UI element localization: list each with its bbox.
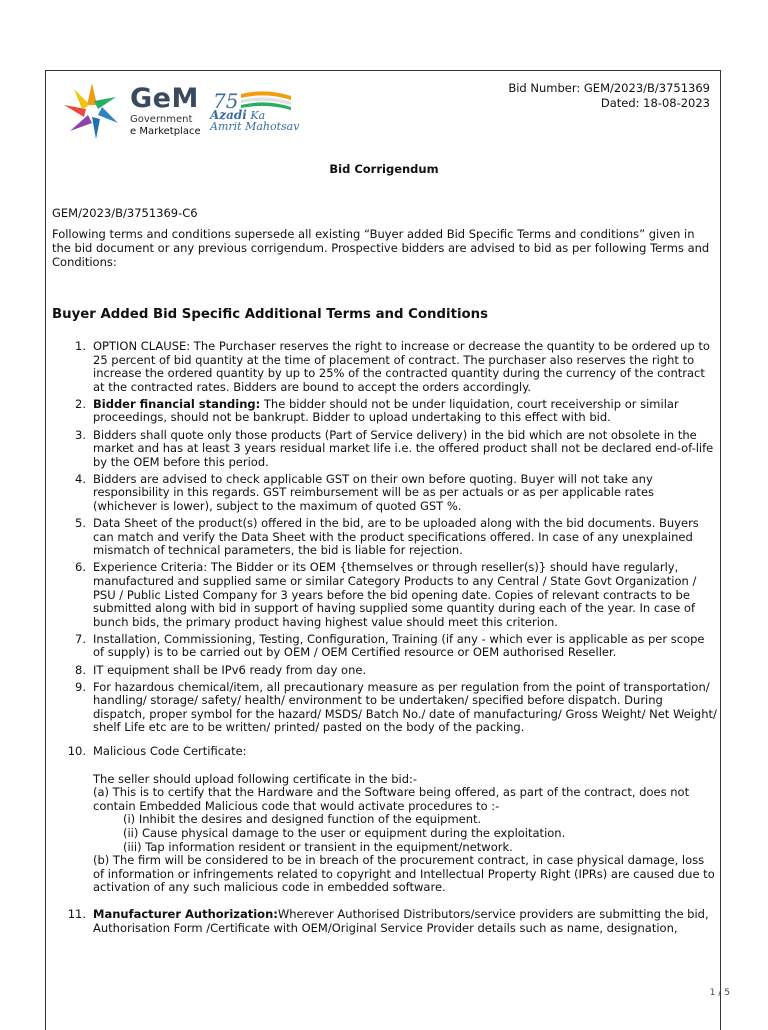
azadi-logo-text [210,110,299,133]
gem-title: GeM [130,83,199,114]
term-number: 9. [75,679,86,694]
term-text: Installation, Commissioning, Testing, Configuration, Training (if any - which ever is applicable as per scope of supply) is to be carried out by OEM / OEM Certified resource or OEM authorised Reseller. [93,631,705,660]
bid-number: Bid Number: GEM/2023/B/3751369 [508,81,710,95]
term-text: Experience Criteria: The Bidder or its OEM {themselves or through reseller(s)} should have regularly, manufactured and supplied same or similar Category Products to any Central / State Govt Organization / PSU / Public Listed Company for 3 years before the bid opening date. Copies of relevant contracts to be submitted along with bid in support of having supplied some quantity during each of the year. In case of bunch bids, the primary product having highest value should meet this criterion. [93,560,697,629]
corrigendum-reference: GEM/2023/B/3751369-C6 [52,206,198,220]
term-item [52,664,718,678]
intro-paragraph: Following terms and conditions supersede all existing “Buyer added Bid Specific Terms and conditions” given in the bid document or any previous corrigendum. Prospective bidders are advised to bid as per following Terms and Conditions: [52,227,710,269]
term-item [52,681,718,735]
term-item [52,517,718,558]
term-text: Bidders shall quote only those products (Part of Service delivery) in the bid which are not obsolete in the market and has at least 3 years residual market life i.e. the offered product shall not be declared end-of-life by the OEM before this period. [93,427,714,469]
term-subclause: (ii) Cause physical damage to the user or equipment during the exploitation. [123,826,566,840]
term-item [52,429,718,470]
term-item [52,633,718,660]
document-heading: Bid Corrigendum [329,162,439,176]
term-item [52,745,718,895]
bid-meta [508,81,710,111]
term-number: 1. [75,339,86,353]
term-text: Wherever Authorised Distributors/service providers are submitting the bid, Authorisation Form /Certificate with OEM/Original Service Provider details such as name, designation, [93,906,709,935]
term-clause-a: (a) This is to certify that the Hardware and the Software being offered, as part of the contract, does not contain Embedded Malicious code that would activate procedures to :- [93,785,690,813]
gem-subtitle: e Marketplace [130,126,201,137]
term-clause-b: (b) The firm will be considered to be in breach of the procurement contract, in case physical damage, loss of information or infringements related to copyright and Intellectual Property Right (IPRs) are caused due to activation of any such malicious code in embedded software. [93,853,715,895]
term-number: 3. [75,427,86,442]
page-number: 1 / 5 [709,988,730,998]
term-number: 11. [67,906,86,921]
term-text: OPTION CLAUSE: The Purchaser reserves the right to increase or decrease the quantity to be ordered up to 25 percent of bid quantity at the time of placement of contract. The purchaser also reserves the right to increase the ordered quantity by up to 25% of the contracted quantity during the currency of the contract at the contracted rates. Bidders are bound to accept the orders accordingly. [93,339,710,394]
term-bold-label: Manufacturer Authorization: [93,906,278,921]
azadi-ka: Ka [250,109,266,122]
term-title: Malicious Code Certificate: [93,744,247,759]
term-text: Data Sheet of the product(s) offered in the bid, are to be uploaded along with the bid documents. Buyers can match and verify the Data Sheet with the product specifications offered. In case of any unexplained mismatch of technical parameters, the bid is liable for rejection. [93,516,699,558]
term-number: 7. [75,631,86,646]
terms-list [52,340,718,939]
azadi-75-mark: 75 [213,90,239,113]
term-item [52,561,718,629]
term-number: 6. [75,560,86,575]
term-number: 5. [75,516,86,531]
term-item [52,908,718,935]
azadi-amrit: Amrit [210,120,242,133]
azadi-word: Azadi [210,108,247,122]
term-subclause: (iii) Tap information resident or transient in the equipment/network. [123,839,513,854]
term-text: The bidder should not be under liquidation, court receivership or similar proceedings, should not be bankrupt. Bidder to upload undertaking to this effect with bid. [93,396,679,425]
term-number: 10. [67,744,86,759]
term-number: 4. [75,471,86,486]
term-item [52,398,718,425]
term-text: IT equipment shall be IPv6 ready from day one. [93,662,367,677]
azadi-mahotsav: Mahotsav [245,120,300,133]
term-number: 2. [75,396,86,411]
term-text: Bidders are advised to check applicable GST on their own before quoting. Buyer will not take any responsibility in this regards. GST reimbursement will be as per actuals or as per applicable rates (whichever is lower), subject to the maximum of quoted GST %. [93,471,655,514]
term-number: 8. [75,662,86,677]
gem-subtitle: Government [130,114,193,125]
term-subclause: (i) Inhibit the desires and designed function of the equipment. [123,812,482,827]
gem-logo-text [130,83,201,138]
term-lead: The seller should upload following certificate in the bid:- [93,771,418,786]
term-bold-label: Bidder financial standing: [93,396,261,411]
bid-date: Dated: 18-08-2023 [600,96,710,110]
term-item [52,340,718,394]
term-text: For hazardous chemical/item, all precautionary measure as per regulation from the point of transportation/ handling/ storage/ safety/ health/ environment to be undertaken/ specified before dispatch. During dispatch, proper symbol for the hazard/ MSDS/ Batch No./ date of manufacturing/ Gross Weight/ Net Weight/ shelf Life etc are to be written/ printed/ pasted on the body of the packing. [93,679,717,735]
term-item [52,473,718,514]
section-title: Buyer Added Bid Specific Additional Terms and Conditions [52,307,489,322]
